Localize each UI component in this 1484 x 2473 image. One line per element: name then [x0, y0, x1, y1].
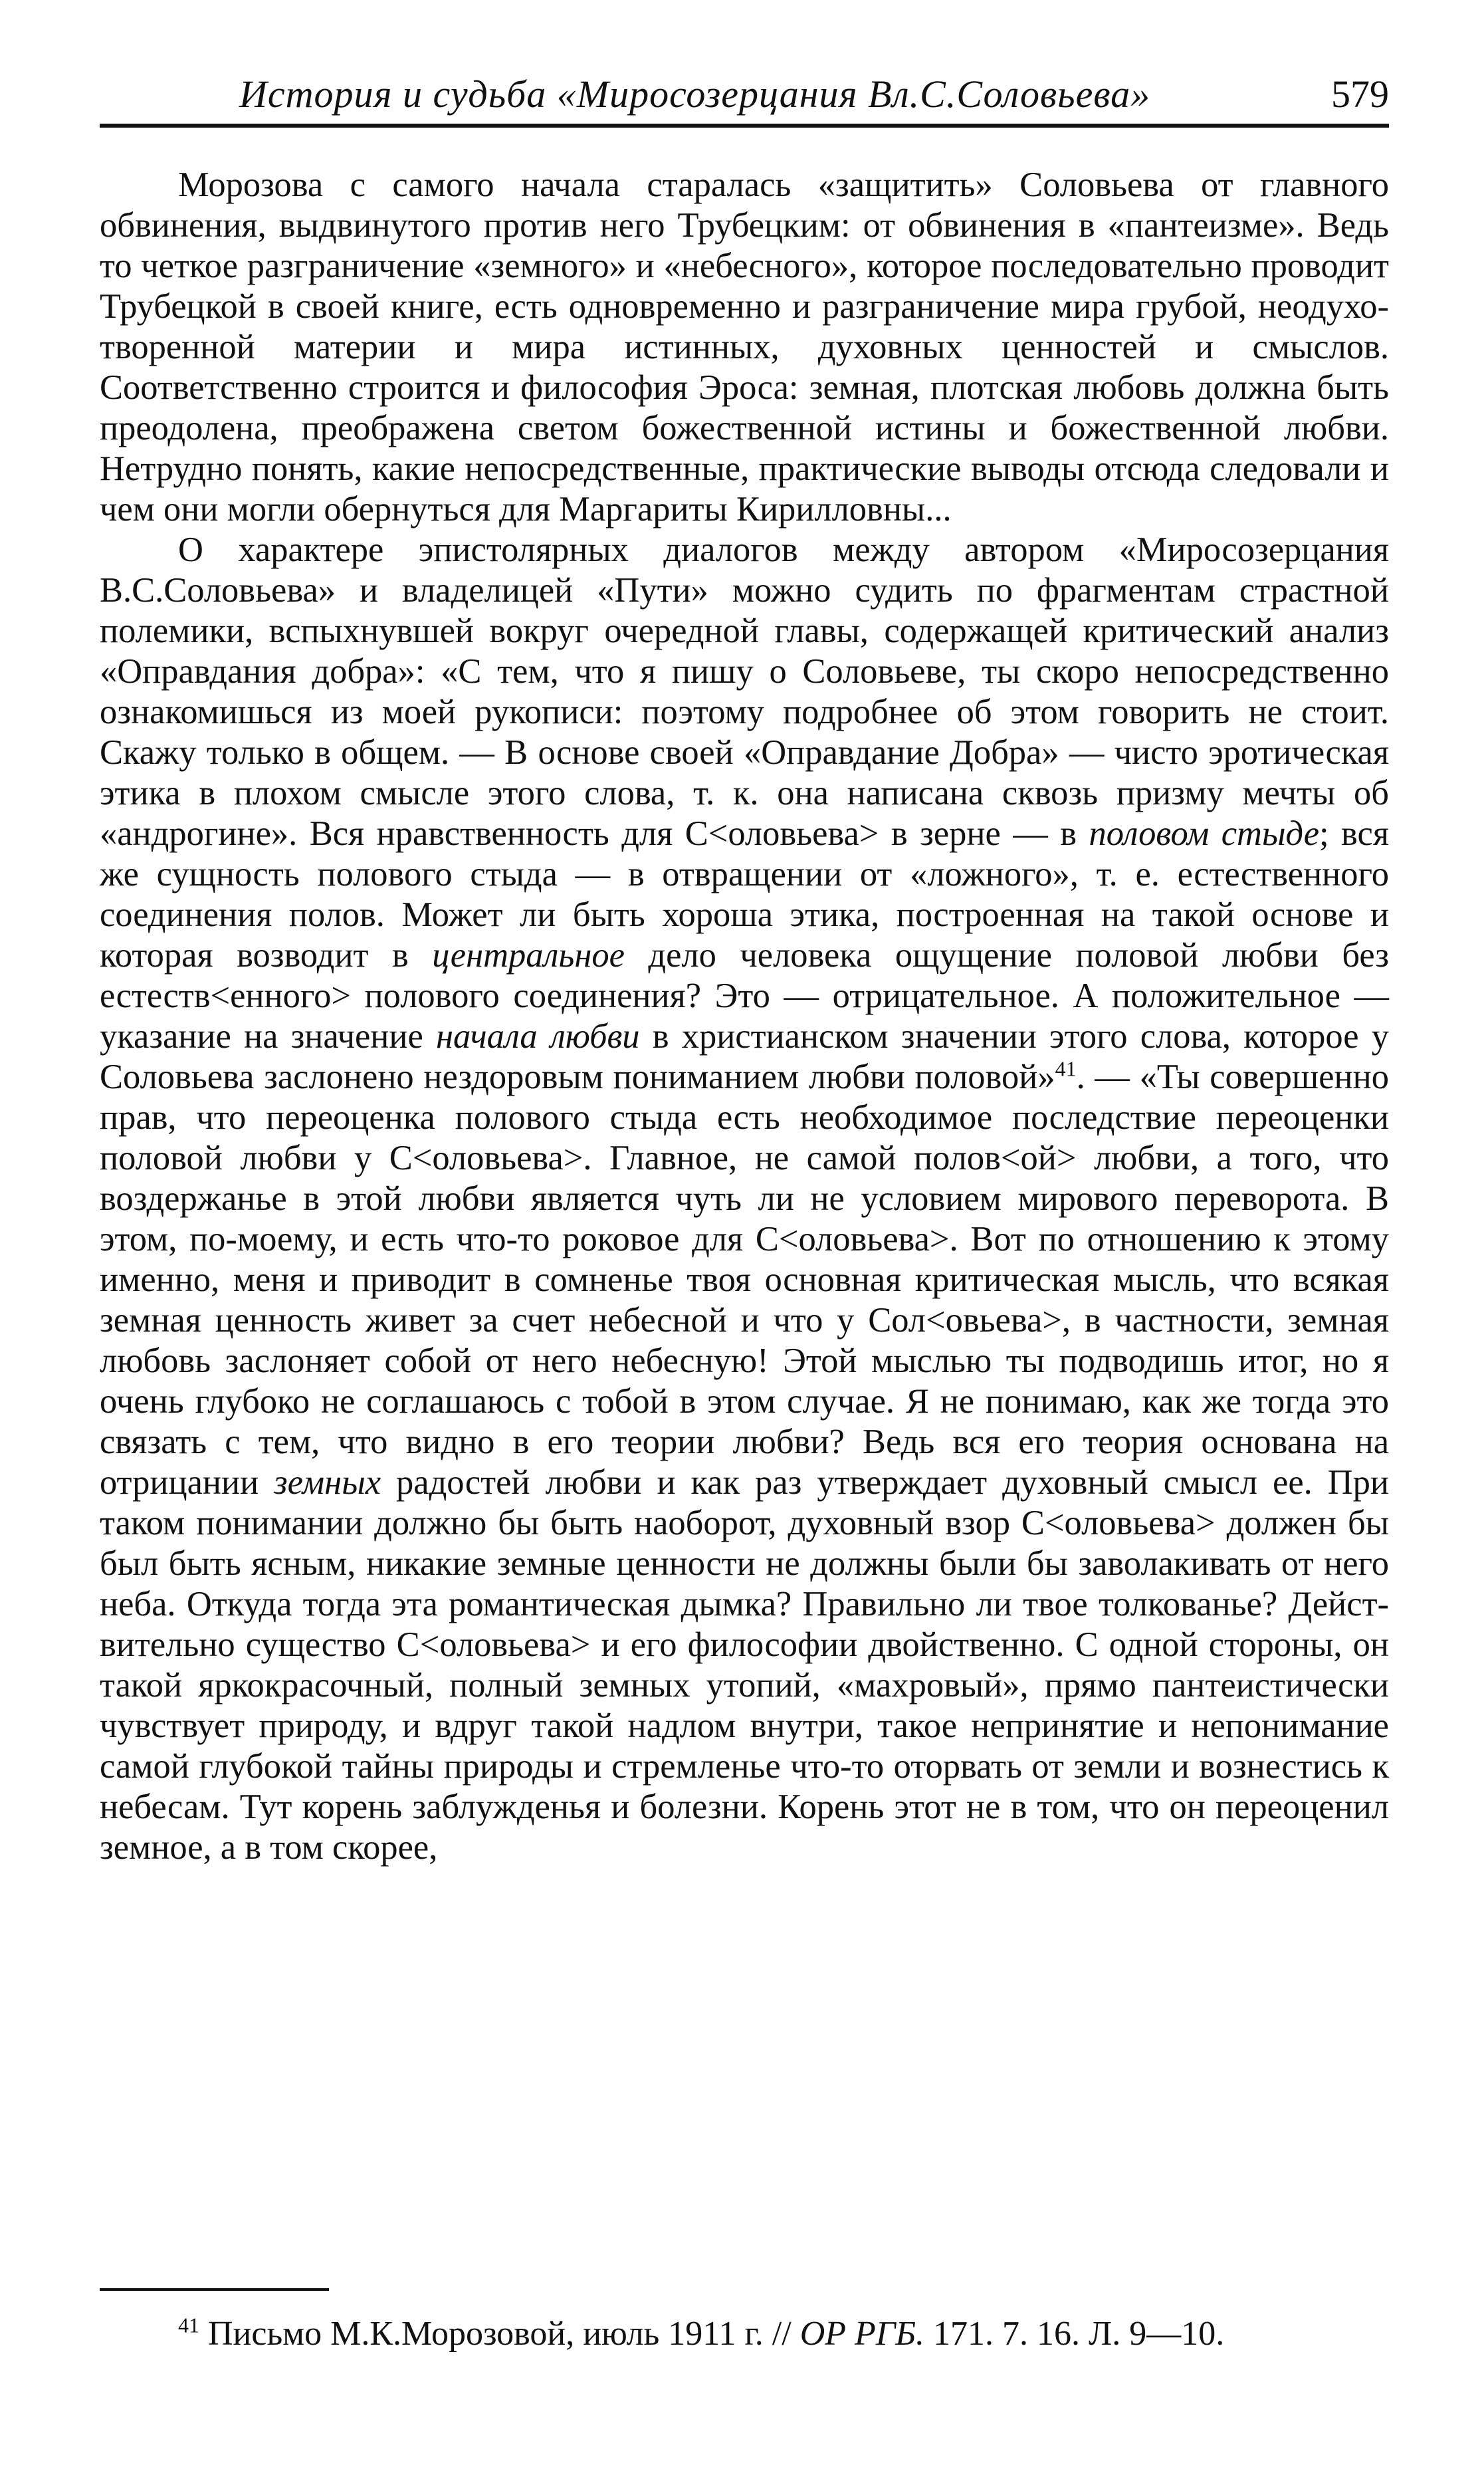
footnote-rule — [100, 2288, 329, 2291]
paragraph-2-part-5: . — «Ты совершенно прав, что переоценка полового стыда есть необходимое последствие переоценки половой любви у С<оловьева>. Главное, не самой полов<ой> любви, а того, что воздержанье в этой любви является чуть ли не условием мирового переворота. В этом, по-моему, и есть что-то роковое для С<оловьева>. Вот по отношению к этому именно, меня и приводит в сомненье твоя основная критическая мысль, что всякая земная ценность живет за счет небесной и что у Сол<овьева>, в частности, земная любовь заслоняет собой от него небесную! Этой мыслью ты подводишь итог, но я очень глубоко не соглашаюсь с тобой в этом случае. Я не понимаю, как же тогда это связать с тем, что видно в его теории любви? Ведь вся его теория основана на отрицании — [100, 1058, 1389, 1502]
paragraph-2-part-3: дело человека ощущение половой любви без естеств<енного> полового соединения? Это — отрицательное. А положительное — указание на значение — [100, 936, 1390, 1056]
paragraph-2-part-2: ; вся же сущность полового стыда — в отвращении от «ложного», т. е. естественного соединения полов. Может ли быть хороша этика, построенная на такой основе и которая возводит в — [100, 814, 1389, 975]
running-title: История и судьба «Миросозерцания Вл.С.Соловьева» — [239, 72, 1151, 116]
emphasis-zemnyh: земных — [274, 1463, 381, 1502]
body-text — [100, 165, 1389, 1868]
paragraph-1: Морозова с самого начала старалась «защитить» Соловьева от главного обвинения, выдвинутого против него Трубецким: от обвинения в «пантеизме». Ведь то четкое разграничение «земного» и «небесного», которое последовательно проводит Трубецкой в своей книге, есть одновременно и разграничение мира грубой, неодухотворенной материи и мира истинных, духовных ценностей и смыслов. Соответственно строится и философия Эроса: земная, плотская любовь должна быть преодолена, преображена светом божественной истины и божественной любви. Нетрудно понять, какие непосредственные, практические выводы отсюда следовали и чем они могли обернуться для Маргариты Кирилловны... — [100, 166, 1389, 529]
emphasis-centralnoe: центральное — [432, 936, 625, 975]
header-rule — [100, 124, 1389, 128]
page-number: 579 — [1331, 72, 1389, 116]
footnote-part-2: 171. 7. 16. Л. 9—10. — [933, 2315, 1225, 2353]
paragraph-2-part-4: в христианском значении этого слова, которое у Соловьева заслонено нездоровым пониманием любви половой» — [100, 1017, 1389, 1096]
footnote-number: 41 — [178, 2313, 199, 2337]
page-header — [100, 72, 1389, 118]
paragraph-2 — [100, 530, 1389, 1868]
book-page — [100, 0, 1389, 2473]
paragraph-2-part-6: радостей любви и как раз утверждает духовный смысл ее. При таком понимании должно бы быть наоборот, духовный взор С<оловьева> должен бы был быть ясным, никакие земные ценности не должны были бы заволакивать от него неба. Откуда тогда эта романтическая дымка? Правильно ли твое толкованье? Действительно существо С<оловьева> и его философии двойственно. С одной стороны, он такой яркокрасочный, полный земных утопий, «махровый», прямо пантеистически чувствует природу, и вдруг такой надлом внутри, такое непринятие и непонимание самой глубокой тайны природы и стремленье что-то оторвать от земли и вознестись к небесам. Тут корень заблужденья и болезни. Корень этот не в том, что он переоценил земное, а в том скорее, — [100, 1463, 1390, 1867]
footnote-part-1: Письмо М.К.Морозовой, июль 1911 г. // — [208, 2315, 792, 2353]
emphasis-nachala-lyubvi: начала любви — [436, 1017, 640, 1056]
footnote-archive: ОР РГБ. — [799, 2315, 925, 2353]
paragraph-2-part-1: О характере эпистолярных диалогов между автором «Миросозерцания В.С.Соловьева» и владелицей «Пути» можно судить по фрагментам страстной полемики, вспыхнувшей вокруг очередной главы, содержащей критический анализ «Оправдания добра»: «С тем, что я пишу о Соловьеве, ты скоро непосредственно ознакомишься из моей рукописи: поэтому подробнее об этом говорить не стоит. Скажу только в общем. — В основе своей «Оправдание Добра» — чисто эротическая этика в плохом смысле этого слова, т. к. она написана сквозь призму мечты об «андрогине». Вся нравственность для С<оловьева> в зерне — в — [100, 530, 1389, 853]
footnote — [100, 2313, 1389, 2355]
footnote-reference[interactable]: 41 — [1055, 1056, 1077, 1081]
emphasis-polovom-styde: половом стыде — [1089, 814, 1320, 853]
footnote-41 — [100, 2313, 1389, 2355]
